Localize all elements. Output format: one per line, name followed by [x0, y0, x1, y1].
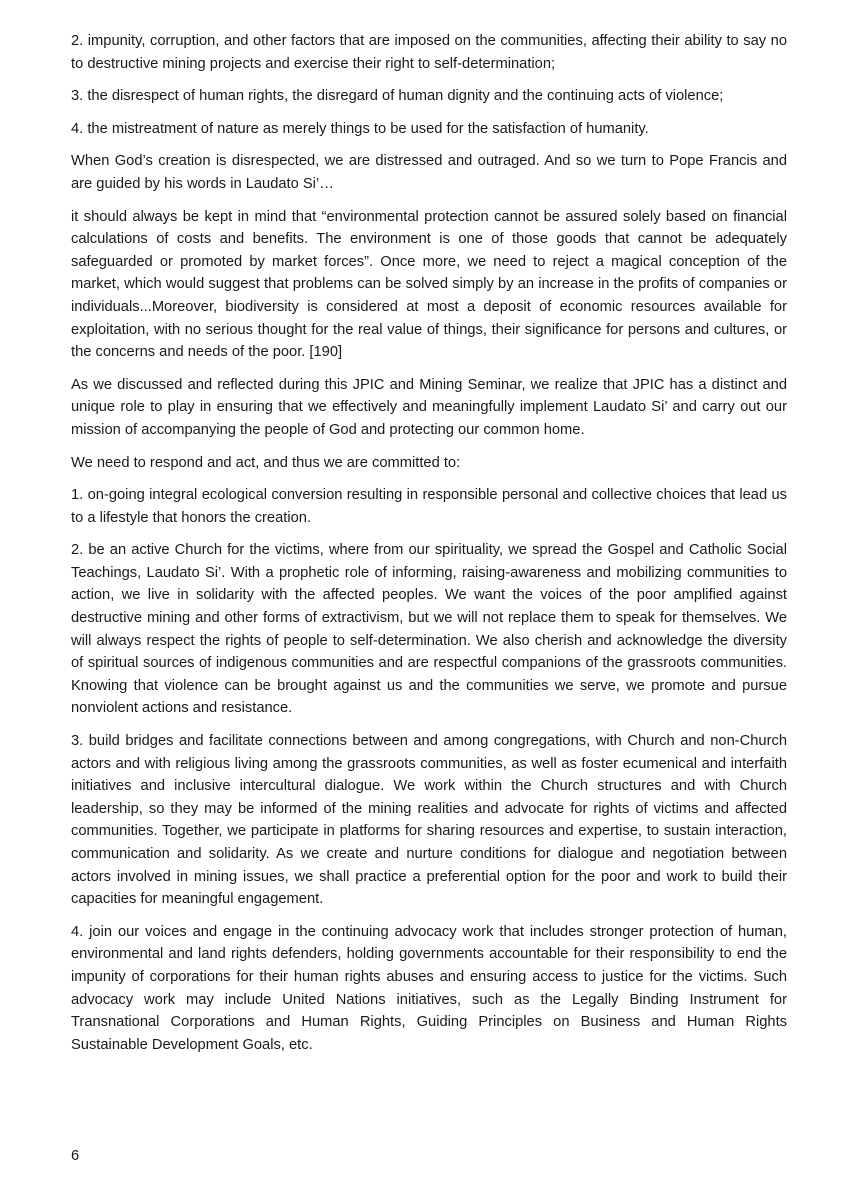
paragraph-commitment-4: 4. join our voices and engage in the continuing advocacy work that includes stronger protection of human, environmental and land rights defenders, holding governments accountable for their responsibility to end the impunity of corporations for their human rights abuses and ensuring access to justice for the victims. Such advocacy work may include United Nations initiatives, such as the Legally Binding Instrument for Transnational Corporations and Human Rights, Guiding Principles on Business and Human Rights Sustainable Development Goals, etc. — [71, 923, 787, 1053]
paragraph-commitment-2: 2. be an active Church for the victims, where from our spirituality, we spread the Gospel and Catholic Social Teachings, Laudato Si’. With a prophetic role of informing, raising-awareness and mobilizing communities to action, we live in solidarity with the affected peoples. We want the voices of the poor amplified against destructive mining and other forms of extractivism, but we will not replace them to speak for themselves. We will always respect the rights of people to self-determination. We also cherish and acknowledge the diversity of spiritual sources of indigenous communities and are respectful companions of the grassroots communities. Knowing that violence can be brought against us and the communities we serve, we promote and pursue nonviolent actions and resistance. — [71, 542, 787, 717]
page-number: 6 — [71, 1148, 80, 1164]
paragraph-commitment-intro: We need to respond and act, and thus we are committed to: — [71, 454, 461, 471]
paragraph-jpic-seminar: As we discussed and reflected during this JPIC and Mining Seminar, we realize that JPIC has a distinct and unique role to play in ensuring that we effectively and meaningfully implement Laudato Si’ and carry out our mission of accompanying the people of God and protecting our common home. — [71, 376, 787, 438]
paragraph-item-4-nature: 4. the mistreatment of nature as merely things to be used for the satisfaction of humanity. — [71, 120, 649, 137]
paragraph-commitment-3: 3. build bridges and facilitate connections between and among congregations, with Church and non-Church actors and with religious living among the grassroots communities, as well as foster ecumenical and interfaith initiatives and inclusive intercultural dialogue. We work within the Church structures and with Church leadership, so they may be informed of the mining realities and advocate for rights of victims and affected communities. Together, we participate in platforms for sharing resources and expertise, to sustain interaction, communication and solidarity. As we create and nurture conditions for dialogue and negotiation between actors involved in mining issues, we shall practice a preferential option for the poor and work to build their capacities for meaningful engagement. — [71, 733, 787, 908]
paragraph-laudato-si-quote: it should always be kept in mind that “environmental protection cannot be assured solely based on financial calculations of costs and benefits. The environment is one of those goods that cannot be adequately safeguarded or promoted by market forces”. Once more, we need to reject a magical conception of the market, which would suggest that problems can be solved simply by an increase in the profits of companies or individuals...Moreover, biodiversity is considered at most a deposit of economic resources available for exploitation, with no serious thought for the real value of things, their significance for persons and cultures, or the concerns and needs of the poor. [190] — [71, 208, 787, 361]
page-body — [71, 30, 787, 1066]
paragraph-item-2-impunity: 2. impunity, corruption, and other factors that are imposed on the communities, affecting their ability to say no to destructive mining projects and exercise their right to self-determination; — [71, 33, 787, 72]
paragraph-gods-creation: When God’s creation is disrespected, we are distressed and outraged. And so we turn to Pope Francis and are guided by his words in Laudato Si’… — [71, 153, 787, 192]
paragraph-commitment-1: 1. on-going integral ecological conversion resulting in responsible personal and collective choices that lead us to a lifestyle that honors the creation. — [71, 487, 787, 526]
paragraph-item-3-human-rights: 3. the disrespect of human rights, the disregard of human dignity and the continuing acts of violence; — [71, 88, 724, 105]
